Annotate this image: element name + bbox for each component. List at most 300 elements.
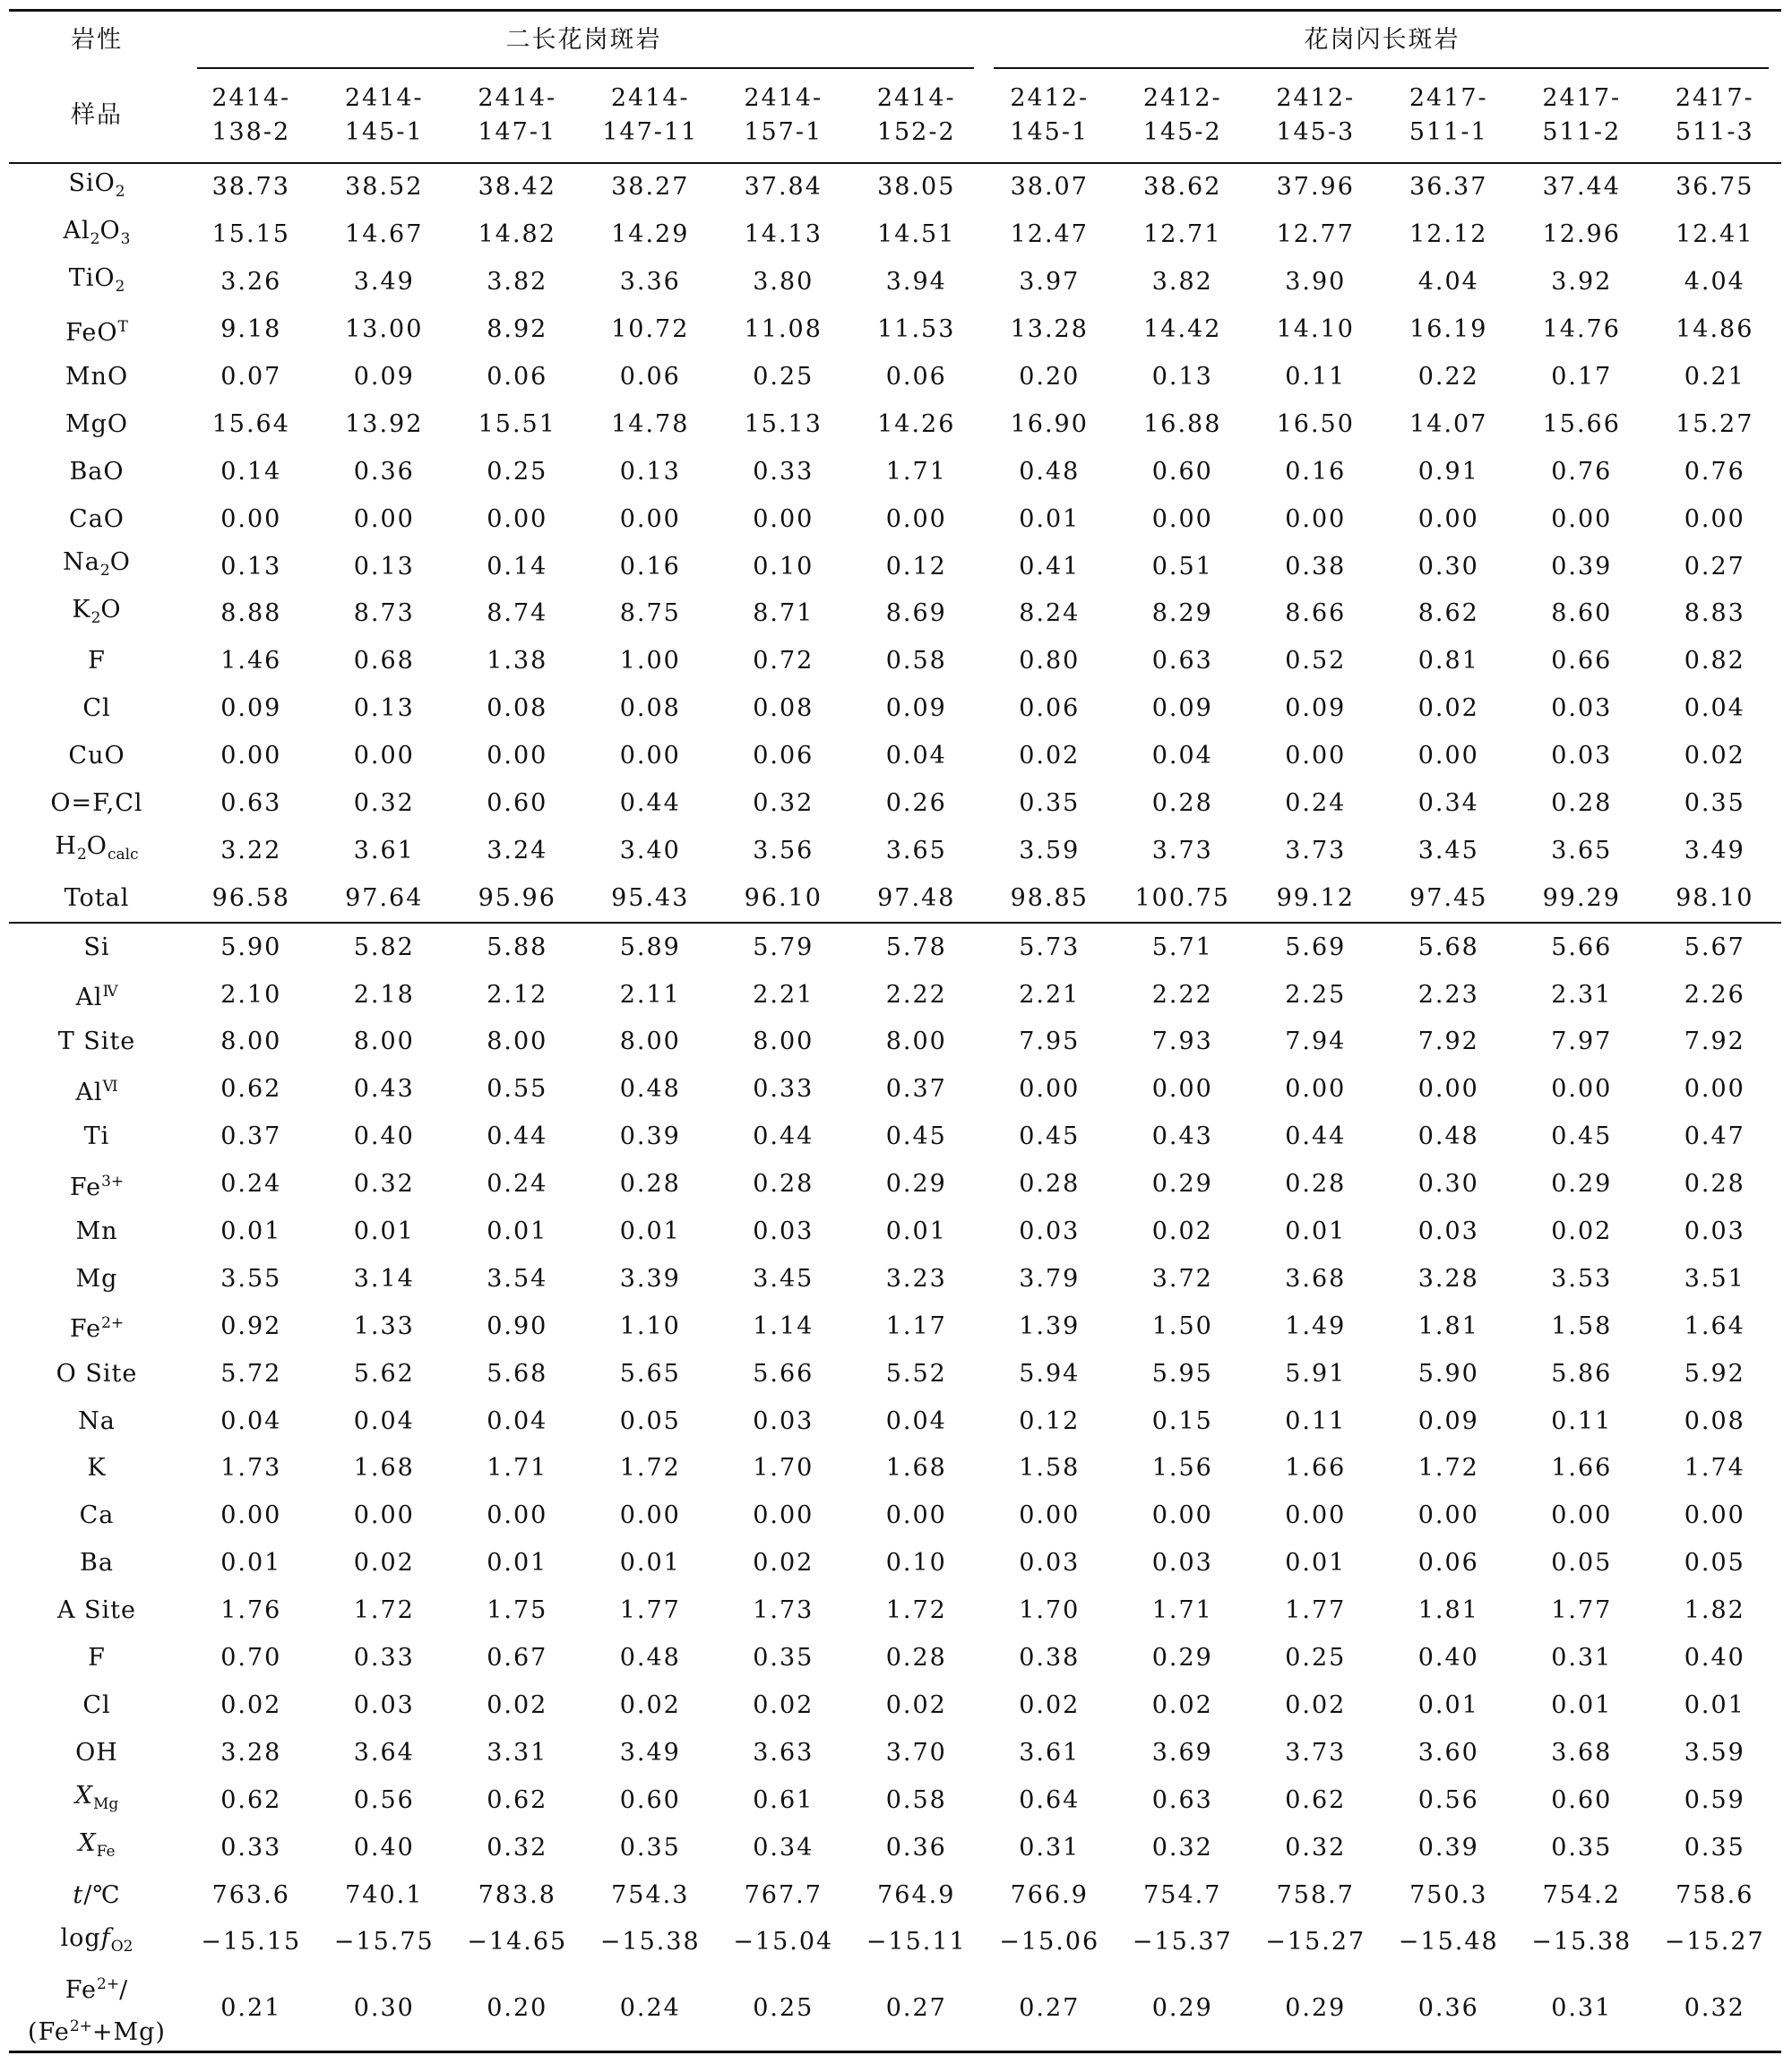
oxide-label: CaO (69, 504, 125, 533)
cation-value-cell: 7.94 (1285, 1028, 1347, 1056)
cation-value-cell: 0.04 (220, 1406, 282, 1435)
cation-value-cell: 0.05 (1684, 1549, 1745, 1578)
oxide-value-cell: 0.06 (753, 742, 814, 770)
oxide-value-cell: 0.32 (753, 789, 814, 818)
cation-label: $Fe^{2+}$ (69, 1314, 125, 1344)
cation-value-cell: 0.03 (753, 1217, 814, 1246)
cation-value-cell: 0.02 (619, 1690, 681, 1719)
cation-value-cell: 3.70 (885, 1738, 947, 1767)
cation-value-cell: 1.74 (1684, 1454, 1745, 1483)
oxide-value-cell: 37.96 (1249, 163, 1383, 211)
cation-value-cell: 0.24 (487, 1170, 548, 1199)
oxide-label: F (88, 647, 106, 675)
cation-value-cell: 0.04 (487, 1406, 548, 1435)
cation-value-cell: 3.53 (1551, 1264, 1613, 1293)
oxide-value-cell: 14.78 (611, 409, 690, 438)
cation-value-cell: 0.32 (1151, 1833, 1213, 1862)
oxide-value-cell: 16.90 (1010, 409, 1089, 438)
oxide-value-cell: 0.80 (1019, 647, 1081, 675)
oxide-value-cell: 1.46 (220, 647, 282, 675)
cation-value-cell: −15.27 (1664, 1928, 1765, 1956)
cation-value-cell: 0.36 (1383, 1966, 1516, 2052)
cation-value-cell: 1.81 (1417, 1312, 1479, 1340)
oxide-value-cell: 14.82 (478, 220, 556, 249)
cation-value-cell: 3.73 (1285, 1738, 1347, 1767)
cation-value-cell: 0.00 (1285, 1501, 1347, 1530)
oxide-value-cell: 12.12 (1409, 220, 1488, 249)
cation-value-cell: 5.62 (353, 1359, 415, 1388)
oxide-value-cell: 0.02 (1417, 694, 1479, 723)
sample-id-2414-152-2: 2414- 152-2 (876, 84, 956, 146)
cation-value-cell: 0.01 (220, 1217, 282, 1246)
cation-value-cell: 3.51 (1684, 1264, 1745, 1293)
oxide-value-cell: 8.73 (353, 599, 415, 628)
oxide-value-cell: 3.26 (220, 268, 282, 297)
oxide-value-cell: 0.06 (619, 363, 681, 391)
cation-value-cell: 0.02 (220, 1690, 282, 1719)
cation-value-cell: 0.01 (619, 1217, 681, 1246)
cation-value-cell: 5.67 (1649, 923, 1782, 971)
cation-value-cell: 2.18 (353, 980, 415, 1009)
oxide-value-cell: 0.10 (753, 552, 814, 580)
cation-value-cell: 0.02 (753, 1690, 814, 1719)
oxide-value-cell: 0.00 (619, 504, 681, 533)
cation-value-cell: 0.01 (487, 1549, 548, 1578)
cation-value-cell: 1.14 (753, 1312, 814, 1340)
oxide-value-cell: 0.58 (885, 647, 947, 675)
oxide-value-cell: 0.72 (753, 647, 814, 675)
cation-row (9, 1303, 1781, 1350)
oxide-value-cell: 0.11 (1285, 363, 1347, 391)
cation-value-cell: 758.6 (1676, 1880, 1754, 1909)
oxide-value-cell: 15.66 (1542, 409, 1621, 438)
cation-value-cell: 0.28 (753, 1170, 814, 1199)
cation-value-cell: 754.3 (611, 1880, 690, 1909)
sample-id-2417-511-3: 2417- 511-3 (1675, 84, 1754, 146)
cation-value-cell: 5.66 (1515, 923, 1649, 971)
oxide-value-cell: 0.09 (885, 694, 947, 723)
oxide-value-cell: 0.00 (1417, 504, 1479, 533)
oxide-value-cell: 3.82 (487, 268, 548, 297)
oxide-value-cell: 95.43 (611, 883, 690, 912)
cation-value-cell: 0.20 (451, 1966, 584, 2052)
oxide-value-cell: 0.09 (220, 694, 282, 723)
cation-label: Ti (83, 1122, 110, 1151)
oxide-label: MgO (65, 409, 129, 438)
oxide-value-cell: 16.19 (1409, 315, 1488, 344)
cation-value-cell: 1.71 (1151, 1596, 1213, 1625)
oxide-value-cell: 0.12 (885, 552, 947, 580)
oxide-value-cell: 3.92 (1551, 268, 1613, 297)
cation-value-cell: −15.06 (999, 1928, 1100, 1956)
cation-value-cell: 1.39 (1019, 1312, 1081, 1340)
cation-value-cell: 0.03 (1019, 1217, 1081, 1246)
cation-value-cell: 0.62 (220, 1075, 282, 1104)
oxide-value-cell: 8.92 (487, 315, 548, 344)
oxide-value-cell: 0.00 (1417, 742, 1479, 770)
oxide-value-cell: 0.34 (1417, 789, 1479, 818)
cation-row (9, 923, 1781, 971)
oxide-value-cell: 4.04 (1684, 268, 1745, 297)
cation-value-cell: 1.75 (487, 1596, 548, 1625)
oxide-value-cell: 1.00 (619, 647, 681, 675)
cation-value-cell: 0.28 (885, 1644, 947, 1673)
oxide-value-cell: 0.08 (753, 694, 814, 723)
cation-value-cell: 3.68 (1285, 1264, 1347, 1293)
cation-value-cell: 5.78 (850, 923, 984, 971)
cation-value-cell: 5.71 (1116, 923, 1250, 971)
sample-id-2412-145-3: 2412- 145-3 (1276, 84, 1356, 146)
oxide-value-cell: 0.16 (1285, 457, 1347, 486)
cation-row (9, 1776, 1781, 1824)
cation-value-cell: 0.10 (885, 1549, 947, 1578)
cation-value-cell: 0.01 (1285, 1217, 1347, 1246)
oxide-label: Total (64, 883, 130, 912)
cation-value-cell: 5.69 (1249, 923, 1383, 971)
oxide-value-cell: 0.09 (1285, 694, 1347, 723)
sample-id-2412-145-1: 2412- 145-1 (1010, 84, 1090, 146)
oxide-value-cell: 3.24 (487, 836, 548, 864)
oxide-value-cell: 14.86 (1676, 315, 1754, 344)
cation-row (9, 1871, 1781, 1919)
cation-value-cell: 1.68 (885, 1454, 947, 1483)
cation-value-cell: 0.06 (1417, 1549, 1479, 1578)
cation-value-cell: 5.68 (1383, 923, 1516, 971)
cation-value-cell: 0.35 (619, 1833, 681, 1862)
oxide-row (9, 827, 1781, 874)
cation-value-cell: 0.32 (1285, 1833, 1347, 1862)
oxide-value-cell: 0.28 (1551, 789, 1613, 818)
oxide-value-cell: 0.00 (1551, 504, 1613, 533)
cation-value-cell: 0.30 (318, 1966, 452, 2052)
oxide-row (9, 400, 1781, 448)
oxide-value-cell: 0.04 (1151, 742, 1213, 770)
cation-value-cell: 3.55 (220, 1264, 282, 1293)
cation-value-cell: 5.82 (318, 923, 452, 971)
oxide-row (9, 638, 1781, 685)
header-row-rock-type (9, 11, 1781, 70)
cation-value-cell: 5.89 (584, 923, 718, 971)
oxide-value-cell: 16.50 (1276, 409, 1355, 438)
cation-value-cell: 3.59 (1684, 1738, 1745, 1767)
cation-value-cell: 0.56 (353, 1785, 415, 1814)
cation-value-cell: 0.25 (1285, 1644, 1347, 1673)
cation-value-cell: 0.27 (983, 1966, 1116, 2052)
oxide-value-cell: 13.28 (1010, 315, 1089, 344)
cation-row (9, 1682, 1781, 1730)
cation-value-cell: 0.48 (619, 1644, 681, 1673)
oxide-value-cell: 0.68 (353, 647, 415, 675)
cation-value-cell: 0.02 (1019, 1690, 1081, 1719)
cation-label: $Fe^{2+}/$ $(Fe^{2+}+Mg)$ (9, 1966, 185, 2052)
oxide-value-cell: 36.37 (1383, 163, 1516, 211)
oxide-value-cell: 12.71 (1143, 220, 1222, 249)
cation-row (9, 1019, 1781, 1066)
oxide-value-cell: 0.03 (1551, 694, 1613, 723)
cation-value-cell: 0.92 (220, 1312, 282, 1340)
cation-value-cell: 0.44 (487, 1122, 548, 1151)
oxide-value-cell: 0.32 (353, 789, 415, 818)
cation-value-cell: 0.27 (850, 1966, 984, 2052)
oxide-value-cell: 0.20 (1019, 363, 1081, 391)
oxide-value-cell: 0.00 (619, 742, 681, 770)
oxide-value-cell: 8.62 (1417, 599, 1479, 628)
cation-value-cell: 0.62 (1285, 1785, 1347, 1814)
oxide-label: $Na_2O$ (63, 548, 131, 580)
cation-label: Ca (79, 1501, 115, 1530)
oxide-value-cell: 97.45 (1409, 883, 1488, 912)
cation-value-cell: 1.77 (1285, 1596, 1347, 1625)
oxide-value-cell: 14.42 (1143, 315, 1222, 344)
cation-value-cell: 7.92 (1417, 1028, 1479, 1056)
table-body (9, 163, 1781, 2051)
cation-value-cell: 1.56 (1151, 1454, 1213, 1483)
oxide-value-cell: 0.08 (487, 694, 548, 723)
cation-value-cell: 0.00 (619, 1501, 681, 1530)
oxide-value-cell: 0.76 (1684, 457, 1745, 486)
oxide-value-cell: 9.18 (220, 315, 282, 344)
cation-value-cell: 750.3 (1409, 1880, 1488, 1909)
cation-value-cell: 0.33 (753, 1075, 814, 1104)
oxide-value-cell: 98.85 (1010, 883, 1089, 912)
cation-value-cell: 5.88 (451, 923, 584, 971)
cation-value-cell: 0.38 (1019, 1644, 1081, 1673)
biotite-composition-table (9, 9, 1781, 2053)
oxide-value-cell: 0.04 (885, 742, 947, 770)
oxide-value-cell: 0.00 (1151, 504, 1213, 533)
cation-value-cell: 0.28 (1285, 1170, 1347, 1199)
oxide-value-cell: 98.10 (1676, 883, 1754, 912)
oxide-value-cell: 3.59 (1019, 836, 1081, 864)
oxide-value-cell: 0.66 (1551, 647, 1613, 675)
cation-value-cell: 3.54 (487, 1264, 548, 1293)
cation-row (9, 1114, 1781, 1161)
cation-value-cell: 8.00 (353, 1028, 415, 1056)
oxide-value-cell: 100.75 (1134, 883, 1230, 912)
cation-value-cell: 1.73 (220, 1454, 282, 1483)
cation-value-cell: 0.29 (1116, 1966, 1250, 2052)
cation-value-cell: 0.48 (1417, 1122, 1479, 1151)
cation-value-cell: 0.40 (353, 1833, 415, 1862)
cation-value-cell: 0.64 (1019, 1785, 1081, 1814)
cation-value-cell: 7.95 (1019, 1028, 1081, 1056)
cation-label: O Site (56, 1359, 138, 1388)
oxide-value-cell: 0.03 (1551, 742, 1613, 770)
cation-value-cell: 0.30 (1417, 1170, 1479, 1199)
oxide-value-cell: 96.58 (211, 883, 290, 912)
cation-value-cell: 0.35 (753, 1644, 814, 1673)
oxide-label: FeO$^T$ (65, 317, 128, 347)
cation-value-cell: 1.33 (353, 1312, 415, 1340)
oxide-value-cell: 0.91 (1417, 457, 1479, 486)
cation-value-cell: 1.73 (753, 1596, 814, 1625)
cation-value-cell: 3.45 (753, 1264, 814, 1293)
cation-value-cell: 0.32 (353, 1170, 415, 1199)
oxide-value-cell: 13.92 (345, 409, 424, 438)
cation-value-cell: 0.63 (1151, 1785, 1213, 1814)
cation-label: Mg (75, 1264, 118, 1293)
cation-value-cell: 2.22 (885, 980, 947, 1009)
cation-value-cell: 0.00 (1285, 1075, 1347, 1104)
cation-value-cell: 0.35 (1684, 1833, 1745, 1862)
cation-value-cell: 0.02 (1151, 1690, 1213, 1719)
oxide-value-cell: 0.52 (1285, 647, 1347, 675)
oxide-value-cell: 3.40 (619, 836, 681, 864)
oxide-value-cell: 15.27 (1676, 409, 1754, 438)
oxide-value-cell: 12.47 (1010, 220, 1089, 249)
cation-label: T Site (57, 1028, 136, 1056)
oxide-value-cell: 0.35 (1684, 789, 1745, 818)
oxide-label: SiO$_2$ (9, 163, 185, 211)
cation-value-cell: 783.8 (478, 1880, 556, 1909)
oxide-value-cell: 14.07 (1409, 409, 1488, 438)
oxide-value-cell: 0.60 (1151, 457, 1213, 486)
oxide-value-cell: 96.10 (744, 883, 823, 912)
oxide-value-cell: 38.42 (451, 163, 584, 211)
cation-value-cell: 1.66 (1285, 1454, 1347, 1483)
cation-value-cell: 1.70 (753, 1454, 814, 1483)
cation-value-cell: 0.01 (220, 1549, 282, 1578)
cation-value-cell: 0.25 (717, 1966, 850, 2052)
oxide-value-cell: 3.65 (885, 836, 947, 864)
cation-value-cell: 3.68 (1551, 1738, 1613, 1767)
cation-row (9, 1350, 1781, 1398)
oxide-value-cell: 0.24 (1285, 789, 1347, 818)
oxide-value-cell: 8.24 (1019, 599, 1081, 628)
cation-value-cell: 0.60 (1551, 1785, 1613, 1814)
cation-value-cell: 0.43 (1151, 1122, 1213, 1151)
cation-value-cell: 5.65 (619, 1359, 681, 1388)
cation-label: t/℃ (73, 1880, 121, 1909)
oxide-value-cell: 0.26 (885, 789, 947, 818)
oxide-value-cell: 3.73 (1151, 836, 1213, 864)
cation-value-cell: 758.7 (1276, 1880, 1355, 1909)
cation-label: Ba (80, 1549, 114, 1578)
cation-value-cell: 8.00 (487, 1028, 548, 1056)
cation-value-cell: 0.00 (1151, 1075, 1213, 1104)
oxide-value-cell: 3.56 (753, 836, 814, 864)
cation-label: logf$_{O2}$ (60, 1923, 134, 1956)
cation-value-cell: 0.00 (753, 1501, 814, 1530)
oxide-value-cell: 0.00 (753, 504, 814, 533)
oxide-value-cell: 0.13 (353, 552, 415, 580)
cation-value-cell: 1.66 (1551, 1454, 1613, 1483)
cation-value-cell: 0.32 (487, 1833, 548, 1862)
cation-value-cell: 0.01 (885, 1217, 947, 1246)
cation-value-cell: −15.48 (1398, 1928, 1499, 1956)
cation-value-cell: 0.00 (353, 1501, 415, 1530)
cation-value-cell: 1.71 (487, 1454, 548, 1483)
oxide-value-cell: 8.60 (1551, 599, 1613, 628)
sample-id-2414-147-1: 2414- 147-1 (478, 84, 557, 146)
oxide-value-cell: 0.00 (1285, 742, 1347, 770)
cation-value-cell: 0.04 (353, 1406, 415, 1435)
cation-value-cell: 5.94 (1019, 1359, 1081, 1388)
cation-row (9, 1398, 1781, 1445)
cation-value-cell: 3.39 (619, 1264, 681, 1293)
oxide-value-cell: 3.49 (1684, 836, 1745, 864)
oxide-value-cell: 8.71 (753, 599, 814, 628)
oxide-row (9, 211, 1781, 259)
oxide-value-cell: 14.29 (611, 220, 690, 249)
oxide-value-cell: 0.33 (753, 457, 814, 486)
oxide-value-cell: 0.00 (353, 504, 415, 533)
oxide-value-cell: 0.00 (1684, 504, 1745, 533)
oxide-value-cell: 0.00 (885, 504, 947, 533)
cation-value-cell: 0.56 (1417, 1785, 1479, 1814)
cation-label: $X_{Fe}$ (78, 1829, 116, 1862)
oxide-value-cell: 14.26 (877, 409, 956, 438)
cation-value-cell: 767.7 (744, 1880, 823, 1909)
oxide-value-cell: 0.14 (487, 552, 548, 580)
cation-row (9, 1824, 1781, 1871)
sample-id-2414-157-1: 2414- 157-1 (744, 84, 823, 146)
cation-value-cell: 0.03 (753, 1406, 814, 1435)
cation-value-cell: 0.31 (1019, 1833, 1081, 1862)
cation-row (9, 1445, 1781, 1492)
cation-value-cell: 5.79 (717, 923, 850, 971)
oxide-value-cell: 0.06 (487, 363, 548, 391)
oxide-value-cell: 0.82 (1684, 647, 1745, 675)
cation-value-cell: 1.17 (885, 1312, 947, 1340)
cation-value-cell: 0.12 (1019, 1406, 1081, 1435)
cation-value-cell: 0.62 (220, 1785, 282, 1814)
cation-row (9, 1587, 1781, 1635)
cation-value-cell: 0.00 (1417, 1501, 1479, 1530)
cation-value-cell: 0.02 (1285, 1690, 1347, 1719)
cation-value-cell: 0.04 (885, 1406, 947, 1435)
oxide-value-cell: 0.00 (487, 742, 548, 770)
cation-value-cell: 754.2 (1542, 1880, 1621, 1909)
oxide-value-cell: 14.10 (1276, 315, 1355, 344)
cation-value-cell: 5.91 (1285, 1359, 1347, 1388)
oxide-value-cell: 0.00 (1285, 504, 1347, 533)
cation-value-cell: 0.39 (619, 1122, 681, 1151)
cation-value-cell: 0.02 (885, 1690, 947, 1719)
cation-value-cell: 0.01 (1684, 1690, 1745, 1719)
cation-value-cell: 8.00 (619, 1028, 681, 1056)
cation-row (9, 1066, 1781, 1114)
cation-value-cell: 5.86 (1551, 1359, 1613, 1388)
oxide-value-cell: 0.22 (1417, 363, 1479, 391)
cation-value-cell: 0.59 (1684, 1785, 1745, 1814)
oxide-row (9, 590, 1781, 638)
oxide-value-cell: 38.73 (185, 163, 318, 211)
oxide-value-cell: 0.09 (1151, 694, 1213, 723)
oxide-value-cell: 95.96 (478, 883, 556, 912)
group-header-monzogranite-porphyry: 二长花岗斑岩 (185, 11, 983, 70)
group-header-granodiorite-porphyry: 花岗闪长斑岩 (983, 11, 1781, 70)
oxide-value-cell: 0.08 (619, 694, 681, 723)
cation-value-cell: 0.09 (1417, 1406, 1479, 1435)
cation-value-cell: 3.23 (885, 1264, 947, 1293)
cation-value-cell: 0.44 (753, 1122, 814, 1151)
cation-value-cell: 0.00 (885, 1501, 947, 1530)
cation-value-cell: −15.38 (1531, 1928, 1633, 1956)
cation-value-cell: 740.1 (345, 1880, 424, 1909)
oxide-value-cell: 0.51 (1151, 552, 1213, 580)
cation-value-cell: 0.43 (353, 1075, 415, 1104)
cation-value-cell: 0.01 (1285, 1549, 1347, 1578)
oxide-value-cell: 8.88 (220, 599, 282, 628)
oxide-value-cell: 0.25 (487, 457, 548, 486)
cation-value-cell: 2.11 (619, 980, 681, 1009)
oxide-value-cell: 0.41 (1019, 552, 1081, 580)
cation-value-cell: 3.61 (1019, 1738, 1081, 1767)
cation-row (9, 1919, 1781, 1966)
cation-value-cell: 0.40 (353, 1122, 415, 1151)
cation-value-cell: 3.64 (353, 1738, 415, 1767)
